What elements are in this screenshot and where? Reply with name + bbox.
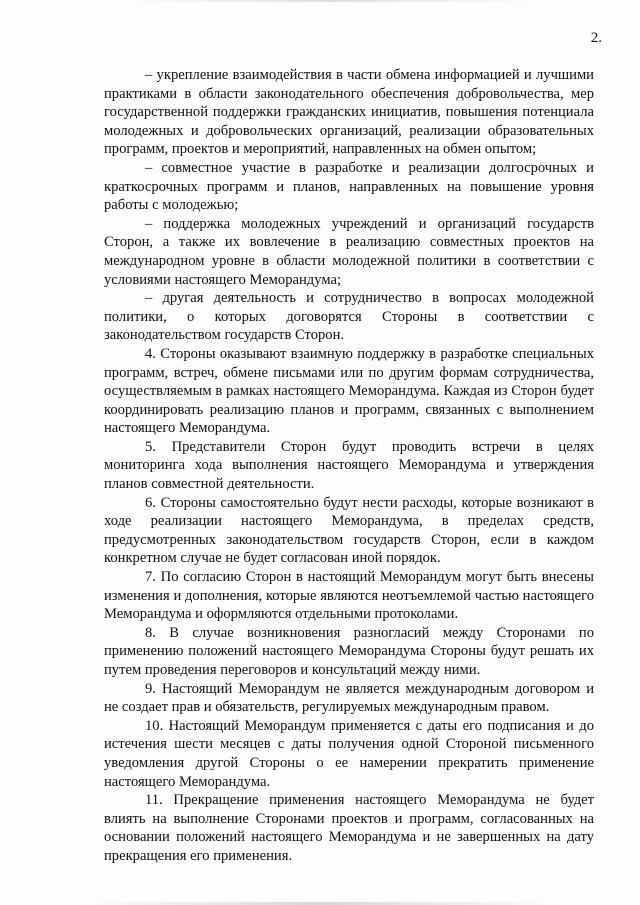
scan-top-edge [120,0,540,2]
paragraph-clause-5: 5. Представители Сторон будут проводить встречи в целях мониторинга хода выполнения настоящего Меморандума и утверждения планов совместной деятельности. [104,438,594,493]
document-body [104,66,594,866]
paragraph-bullet-1: – укрепление взаимодействия в части обмена информацией и лучшими практиками в области законодательного обеспечения добровольчества, мер государственной поддержки гражданских инициатив, повышения потенциала молодежных и добровольческих организаций, реализации образовательных программ, проектов и мероприятий, направленных на обмен опытом; [104,67,594,158]
paragraph-clause-4: 4. Стороны оказывают взаимную поддержку в разработке специальных программ, встреч, обмене письмами или по другим формам сотрудничества, осуществляемым в рамках настоящего Меморандума. Каждая из Сторон будет координировать реализацию планов и программ, связанных с выполнением настоящего Меморандума. [104,345,594,437]
paragraph-clause-9: 9. Настоящий Меморандум не является международным договором и не создает прав и обязательств, регулируемых международным правом. [104,680,594,716]
paragraph-bullet-4: – другая деятельность и сотрудничество в вопросах молодежной политики, о которых договорятся Стороны в соответствии с законодательством государств Сторон. [104,290,594,344]
paragraph-bullet-2: – совместное участие в разработке и реализации долгосрочных и краткосрочных программ и планов, направленных на повышение уровня работы с молодежью; [104,159,594,214]
paragraph-bullet-3: – поддержка молодежных учреждений и организаций государств Сторон, а также их вовлечение в реализацию совместных проектов на международном уровне в области молодежной политики в соответствии с условиями настоящего Меморандума; [104,215,594,288]
paragraph-clause-10: 10. Настоящий Меморандум применяется с даты его подписания и до истечения шести месяцев с даты получения одной Стороной письменного уведомления другой Стороны о ее намерении прекратить применение настоящего Меморандума. [104,717,594,790]
paragraph-clause-8: 8. В случае возникновения разногласий между Сторонами по применению положений настоящего Меморандума Стороны будут решать их путем проведения переговоров и консультаций между ними. [104,624,594,678]
paragraph-clause-11: 11. Прекращение применения настоящего Меморандума не будет влиять на выполнение Сторонами проектов и программ, согласованных на основании положений настоящего Меморандума и не завершенных на дату прекращения его применения. [104,792,594,864]
page-number: 2. [590,30,602,46]
paragraph-clause-6: 6. Стороны самостоятельно будут нести расходы, которые возникают в ходе реализации настоящего Меморандума, в пределах средств, предусмотренных законодательством государств Сторон, если в каждом конкретном случае не будет согласован иной порядок. [104,494,594,567]
paragraph-clause-7: 7. По согласию Сторон в настоящий Меморандум могут быть внесены изменения и дополнения, которые являются неотъемлемой частью настоящего Меморандума и оформляются отдельными протоколами. [104,569,594,623]
